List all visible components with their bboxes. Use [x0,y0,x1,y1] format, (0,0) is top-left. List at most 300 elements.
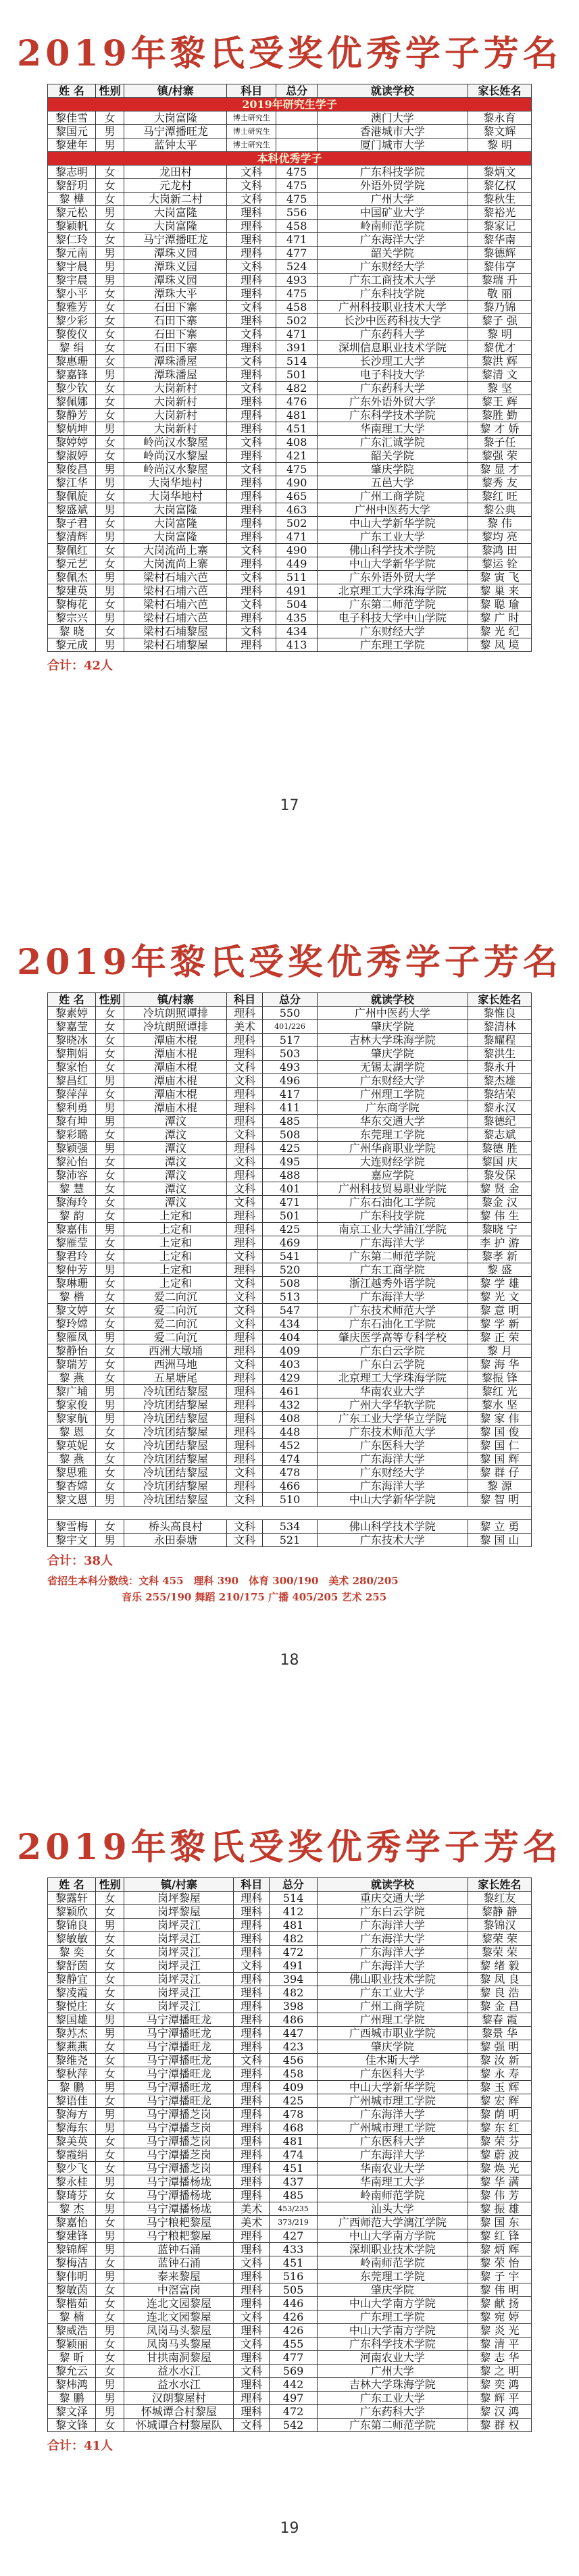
table-cell: 理科 [234,2094,270,2108]
table-row [48,301,532,314]
table-cell: 广东海洋大学 [318,1932,468,1946]
table-cell: 广东第二师范学院 [317,598,468,611]
table-cell: 深圳信息职业技术学院 [317,341,468,355]
table-cell: 大连财经学院 [318,1155,468,1169]
table-cell: 文科 [234,2310,270,2324]
table-cell: 理科 [227,1209,263,1223]
table-cell: 黎子君 [48,517,96,530]
table-cell: 广东石油化工学院 [318,1317,468,1331]
table-header-row [48,1878,532,1892]
table-cell: 男 [95,2121,124,2135]
table-row [48,1932,532,1946]
table-cell: 岗坪灵江 [124,1986,234,2000]
table-row [48,1959,532,1973]
table-row [48,2000,532,2013]
table-row [48,1304,532,1317]
table-cell: 广州中医药大学 [318,1007,468,1020]
table-cell: 黎元松 [48,206,96,220]
table-cell: 上定和 [124,1250,227,1263]
table-cell: 黎 智 明 [468,1493,531,1507]
table-cell: 潭汶 [124,1128,227,1142]
table-cell: 文科 [227,328,276,341]
table-row [48,2216,532,2229]
table-cell: 石田下寨 [124,314,227,328]
table-cell: 文科 [227,1317,263,1331]
table-cell: 爱二向沉 [124,1331,227,1344]
table-cell: 广东石油化工学院 [318,1196,468,1209]
table-row [48,1182,532,1196]
table-cell: 大岗富隆 [124,517,227,530]
table-cell: 女 [95,436,124,449]
table-cell: 理科 [227,1385,263,1398]
table-cell: 黎 凤 良 [468,1973,531,1986]
table-cell: 中滘富岗 [124,2283,234,2297]
table-cell: 黎小平 [48,287,96,301]
table-cell: 文科 [227,1290,263,1304]
table-cell: 马宁粮耙黎屋 [124,2216,234,2229]
table-cell: 理科 [234,2175,270,2189]
table-cell: 理科 [227,1425,263,1439]
table-row [48,1425,532,1439]
table-cell: 五星塘尾 [124,1371,227,1385]
table-cell: 黎王 辉 [468,395,531,409]
table-cell: 广东海洋大学 [318,1453,468,1466]
table-cell: 黎盛斌 [48,503,96,517]
table-cell: 冷坑团结黎屋 [124,1425,227,1439]
table-row [48,1074,532,1088]
table-cell: 广东海洋大学 [318,2108,468,2121]
honor-roll-table [47,84,532,652]
table-cell: 黎发保 [468,1169,531,1182]
table-cell: 广州工商学院 [318,2000,468,2013]
table-cell: 黎美英 [48,2135,96,2148]
table-cell: 石田下寨 [124,301,227,314]
table-row [48,1115,532,1128]
table-cell: 男 [95,1142,124,1155]
table-cell: 黎 慧 [48,1182,96,1196]
table-cell: 503 [262,1047,317,1061]
table-cell: 女 [95,1892,124,1905]
table-cell: 黎仲芳 [48,1263,96,1277]
table-cell: 西洲马地 [124,1358,227,1371]
table-cell: 黎佩杰 [48,571,96,584]
table-cell: 韶关学院 [317,449,468,463]
table-cell: 黎 坚 [468,382,531,395]
table-cell: 文科 [227,260,276,274]
table-cell: 514 [276,355,318,368]
table-cell: 连北文园黎屋 [124,2310,234,2324]
table-cell: 黎 燕 [48,1371,96,1385]
table-cell: 男 [95,206,124,220]
table-cell: 黎 伟 明 [468,2283,531,2297]
table-cell: 481 [270,1919,318,1932]
table-cell: 黎霞绢 [48,2148,96,2162]
score-line: 省招生本科分数线：文科 455 理科 390 体育 300/190 美术 280/205 [47,1575,399,1587]
table-cell: 女 [95,2148,124,2162]
table-cell: 理科 [227,1142,263,1155]
table-cell: 425 [262,1223,317,1236]
table-cell: 理科 [234,2243,270,2256]
table-cell: 女 [95,1061,124,1074]
table-cell: 肇庆医学高等专科学校 [318,1331,468,1344]
table-cell: 黎 樺 [48,193,96,206]
table-cell: 上定和 [124,1236,227,1250]
table-cell: 马宁潭播旺龙 [124,125,227,138]
table-cell: 女 [95,2310,124,2324]
table-cell: 女 [95,395,124,409]
table-cell: 冷坑团结黎屋 [124,1480,227,1493]
column-header: 性别 [95,1878,124,1892]
section-band [48,98,532,111]
table-cell: 男 [95,1412,124,1425]
table-cell: 大岗新村 [124,422,227,436]
table-cell: 黎维尧 [48,2054,96,2067]
table-cell: 黎 玉 辉 [468,2081,531,2094]
table-cell: 黎宇晨 [48,274,96,287]
table-cell: 黎 国 辉 [468,1453,531,1466]
table-cell: 黎家俊 [48,1398,96,1412]
table-cell: 澳门大学 [317,111,468,125]
table-cell: 广州理工学院 [318,1088,468,1101]
table-cell: 广东工业大学 [318,1986,468,2000]
table-cell: 怀城谭合村黎屋 [124,2405,234,2419]
table-cell: 东莞理工学院 [318,1128,468,1142]
table-cell: 广东工业大学 [317,530,468,544]
table-cell: 文科 [227,355,276,368]
table-cell: 中山大学新华学院 [318,1493,468,1507]
table-cell: 广州大学 [318,2365,468,2378]
table-cell: 男 [95,584,124,598]
table-cell: 550 [262,1007,317,1020]
table-cell: 黎俊仪 [48,328,96,341]
table-cell: 理科 [227,409,276,422]
table-cell: 女 [95,1520,124,1534]
table-row [48,341,532,355]
table-cell: 黎 之 明 [468,2365,531,2378]
table-row [48,125,532,138]
table-cell: 女 [95,2135,124,2148]
table-cell: 广东白云学院 [318,1905,468,1919]
table-cell: 中国矿业大学 [317,206,468,220]
table-row [48,1034,532,1047]
table-cell: 岭尚汉水黎屋 [124,436,227,449]
table-row [48,2365,532,2378]
table-cell: 大岗新村 [124,395,227,409]
table-cell: 凤岗马头黎屋 [124,2338,234,2351]
table-cell: 女 [95,625,124,638]
table-cell: 401/226 [262,1020,317,1034]
table-row [48,2040,532,2054]
table-cell: 梁村石埔六芭 [124,598,227,611]
table-row [48,2094,532,2108]
table-cell: 蓝钟太平 [124,138,227,152]
table-row [48,422,532,436]
table-cell: 黎 寅 飞 [468,571,531,584]
table-cell: 桥头高良村 [124,1520,227,1534]
table-cell: 男 [95,2027,124,2040]
table-cell: 广州理工学院 [318,2013,468,2027]
table-cell: 潭珠义园 [124,274,227,287]
table-cell: 女 [95,233,124,247]
table-cell: 475 [276,287,318,301]
table-row [48,2270,532,2283]
table-cell: 大岗富隆 [124,111,227,125]
table-spacer [48,1507,532,1520]
table-cell: 427 [270,2229,318,2243]
table-cell: 男 [95,2270,124,2283]
table-row [48,2081,532,2094]
table-cell: 深圳职业技术学院 [318,2243,468,2256]
table-cell: 461 [262,1385,317,1398]
table-cell: 冷坑团结黎屋 [124,1493,227,1507]
table-cell: 475 [276,179,318,193]
table-cell: 男 [95,1398,124,1412]
table-cell: 黎琳珊 [48,1277,96,1290]
table-row [48,368,532,382]
table-cell: 理科 [227,247,276,260]
table-cell: 冷坑朗照谭排 [124,1020,227,1034]
table-cell: 黎秀 友 [468,476,531,490]
page-17 [0,0,579,858]
table-cell: 吉林大学珠海学院 [318,2378,468,2392]
table-cell: 黎少钦 [48,382,96,395]
table-cell: 岭南师范学院 [318,2189,468,2202]
table-cell: 男 [95,138,124,152]
table-cell [276,125,318,138]
table-cell: 女 [95,1034,124,1047]
table-cell: 冷坑朗照谭排 [124,1007,227,1020]
table-cell: 黎 立 勇 [468,1520,531,1534]
table-cell: 男 [95,1385,124,1398]
table-cell: 冷坑团结黎屋 [124,1412,227,1425]
table-cell: 理科 [227,395,276,409]
table-cell: 大岗新村 [124,382,227,395]
table-cell: 女 [95,1371,124,1385]
table-cell: 黎秋生 [468,193,531,206]
table-cell: 女 [95,2419,124,2432]
table-cell: 广州中医药大学 [317,503,468,517]
table-cell: 黎惠珊 [48,355,96,368]
table-cell: 蓝钟石涌 [124,2256,234,2270]
table-cell: 黎 恩 [48,1425,96,1439]
table-cell: 广东药科大学 [318,2405,468,2419]
table-cell: 黎宇文 [48,1534,96,1547]
table-cell: 448 [262,1425,317,1439]
table-cell: 413 [276,638,318,652]
table-cell: 马宁潭播旺龙 [124,2054,234,2067]
table-cell: 黎伟亨 [468,260,531,274]
column-header: 总分 [270,1878,318,1892]
table-row [48,1155,532,1169]
table-row [48,382,532,395]
table-row [48,2148,532,2162]
table-cell: 男 [95,1223,124,1236]
table-cell: 黎孝 新 [468,1250,531,1263]
table-cell: 男 [95,1115,124,1128]
table-cell: 广东工商学院 [318,1263,468,1277]
table-cell: 437 [270,2175,318,2189]
table-cell: 508 [262,1277,317,1290]
table-cell: 黎海方 [48,2108,96,2121]
table-cell: 潭庙木棍 [124,1061,227,1074]
table-cell: 黎仁玲 [48,233,96,247]
table-cell: 马宁潭播旺龙 [124,2040,234,2054]
table-cell: 岗坪灵江 [124,1946,234,1959]
table-cell: 理科 [234,2297,270,2310]
table-cell [276,111,318,125]
table-row [48,1480,532,1493]
table-cell: 黎俊昌 [48,463,96,476]
table-cell: 冷坑团结黎屋 [124,1385,227,1398]
table-cell: 马宁潭播旺龙 [124,233,227,247]
table-cell: 马宁潭播芝岗 [124,2162,234,2175]
table-cell: 理科 [234,2040,270,2054]
table-cell: 黎 志 华 [468,2351,531,2365]
table-cell: 403 [262,1358,317,1371]
table-cell: 广东第二师范学院 [318,1250,468,1263]
table-cell: 469 [262,1236,317,1250]
table-cell: 490 [276,476,318,490]
table-body [48,1892,532,2432]
table-cell: 大岗流尚上寨 [124,557,227,571]
table-cell: 女 [95,287,124,301]
table-cell: 女 [95,1020,124,1034]
column-header: 家长姓名 [468,84,531,98]
table-cell: 504 [276,598,318,611]
score-line: 音乐 255/190 舞蹈 210/175 广播 405/205 艺术 255 [122,1591,387,1603]
table-cell: 博士研究生 [227,111,276,125]
table-row [48,2067,532,2081]
table-cell: 501 [262,1209,317,1223]
table-row [48,1128,532,1142]
table-cell: 黎炳坤 [48,422,96,436]
table-cell: 理科 [227,1223,263,1236]
table-cell: 广东理工学院 [317,638,468,652]
table-cell: 文科 [227,1061,263,1074]
table-cell: 理科 [227,530,276,544]
table-cell: 文科 [227,1520,263,1534]
table-row [48,2013,532,2027]
table-cell: 455 [270,2338,318,2351]
table-cell: 广东技术大学 [318,1534,468,1547]
table-cell: 文科 [227,1358,263,1371]
table-cell: 黎 燕 [48,1453,96,1466]
table-cell: 凤岗马头黎屋 [124,2324,234,2338]
table-cell: 黎胜 勤 [468,409,531,422]
table-cell: 南京工业大学浦江学院 [318,1223,468,1236]
table-cell: 理科 [227,1169,263,1182]
table-cell: 黎文婷 [48,1304,96,1317]
table-cell: 黎静宜 [48,1973,96,1986]
table-row [48,1371,532,1385]
table-cell: 黎国元 [48,125,96,138]
table-cell: 广东白云学院 [318,1344,468,1358]
table-cell: 黎威浩 [48,2324,96,2338]
table-cell: 理科 [234,1986,270,2000]
table-cell: 理科 [234,2229,270,2243]
table-row [48,2202,532,2216]
table-cell: 556 [276,206,318,220]
table-cell: 岭尚汉水黎屋 [124,463,227,476]
table-cell: 爱二向沉 [124,1290,227,1304]
table-cell: 黎文恩 [48,1493,96,1507]
table-cell: 黎德纪 [468,1115,531,1128]
table-cell: 黎永升 [468,1061,531,1074]
table-cell: 男 [95,1263,124,1277]
table-cell: 马宁潭播旺龙 [124,2094,234,2108]
table-cell: 黎 蔚 波 [468,2148,531,2162]
table-cell: 女 [95,1304,124,1317]
table-row [48,206,532,220]
table-cell: 394 [270,1973,318,1986]
table-cell: 理科 [227,638,276,652]
table-cell: 472 [270,1946,318,1959]
table-cell: 女 [95,1169,124,1182]
table-cell: 黎秋萍 [48,2067,96,2081]
table-cell: 黎思雅 [48,1466,96,1480]
table-cell: 广东科技学院 [318,1209,468,1223]
table-cell: 女 [95,490,124,503]
table-cell: 上定和 [124,1277,227,1290]
table-cell: 理科 [234,2270,270,2283]
table-cell: 485 [270,2189,318,2202]
table-cell: 黎允云 [48,2365,96,2378]
table-cell: 女 [95,1905,124,1919]
table-row [48,2027,532,2040]
column-header: 家长姓名 [468,1878,531,1892]
table-row [48,1209,532,1223]
table-cell: 岗坪黎屋 [124,1892,234,1905]
table-cell: 女 [95,2297,124,2310]
table-cell: 理科 [234,2013,270,2027]
table-cell: 黎瑞 升 [468,274,531,287]
table-cell: 黎敏茵 [48,2283,96,2297]
table-cell: 文科 [227,1074,263,1088]
table-cell: 黎家怡 [48,1061,96,1074]
table-cell: 广西师范大学漓江学院 [318,2216,468,2229]
table-cell: 453/235 [270,2202,318,2216]
table-cell: 文科 [234,2338,270,2351]
table-cell: 黎沁怡 [48,1155,96,1169]
table-row [48,1290,532,1304]
table-cell: 474 [262,1453,317,1466]
table-cell: 重庆交通大学 [318,1892,468,1905]
table-cell: 无锡太湖学院 [318,1061,468,1074]
table-cell: 黎 广 时 [468,611,531,625]
table-cell: 黎舒玥 [48,179,96,193]
table-cell: 475 [276,463,318,476]
table-cell: 黎 杰 [48,2202,96,2216]
table-cell: 女 [95,1128,124,1142]
table-cell: 潭汶 [124,1169,227,1182]
table-cell: 博士研究生 [227,125,276,138]
table-cell: 广东海洋大学 [318,1959,468,1973]
table-cell: 433 [270,2243,318,2256]
table-cell: 黎 明 [468,138,531,152]
table-cell: 466 [262,1480,317,1493]
table-cell: 黎元艺 [48,557,96,571]
table-cell: 吉林大学珠海学院 [318,1034,468,1047]
table-cell: 潭汶 [124,1182,227,1196]
table-cell: 490 [276,544,318,557]
table-cell: 女 [95,166,124,179]
table-cell: 肇庆学院 [318,2283,468,2297]
table-cell: 广东工业大学华立学院 [318,1412,468,1425]
table-cell: 408 [262,1412,317,1425]
table-cell: 大岗华地村 [124,476,227,490]
table-cell: 黎静 静 [468,1905,531,1919]
table-cell: 373/219 [270,2216,318,2229]
